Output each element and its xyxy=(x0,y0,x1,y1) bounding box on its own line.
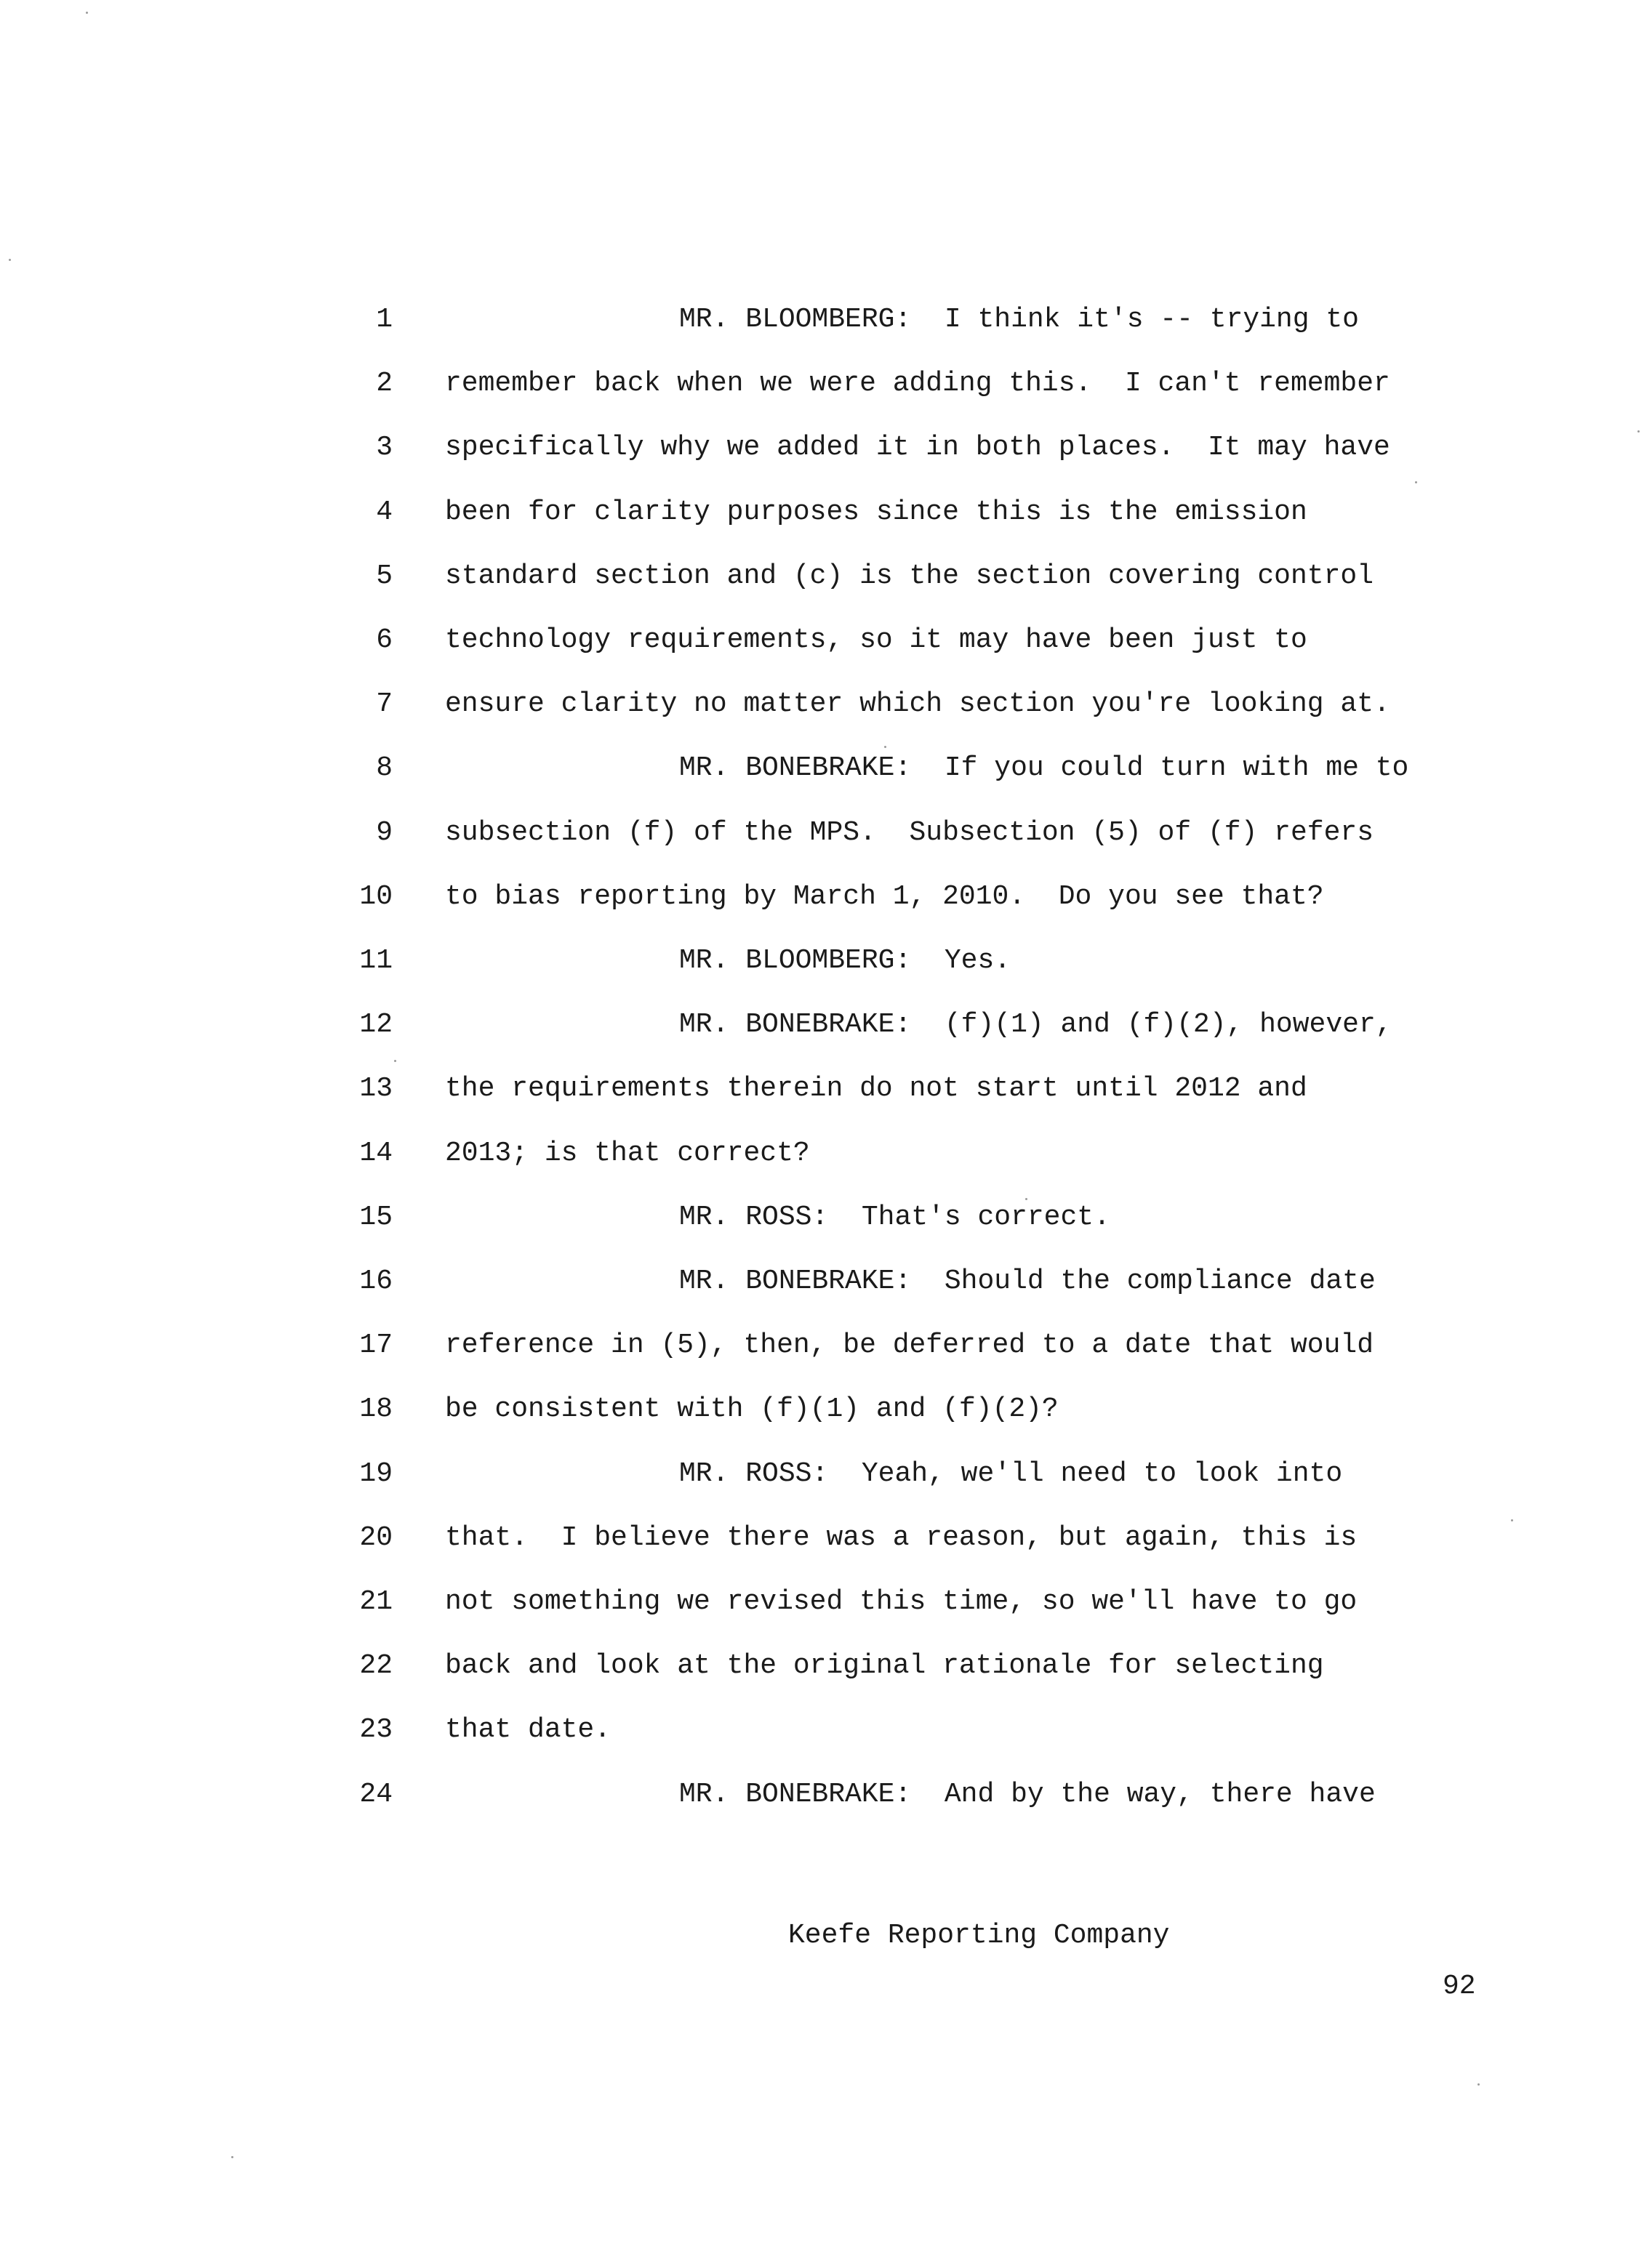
transcript-line xyxy=(0,1634,1652,1698)
line-number: 13 xyxy=(359,1073,393,1104)
line-text: MR. BONEBRAKE: And by the way, there have xyxy=(679,1779,1376,1810)
transcript-line xyxy=(0,1442,1652,1506)
transcript-line xyxy=(0,1570,1652,1634)
line-number: 17 xyxy=(359,1330,393,1361)
line-text: specifically why we added it in both places. It may have xyxy=(445,432,1390,463)
line-text: MR. BLOOMBERG: I think it's -- trying to xyxy=(679,304,1359,335)
transcript-line xyxy=(0,480,1652,544)
scan-speck xyxy=(394,1060,396,1062)
transcript-line xyxy=(0,1506,1652,1570)
transcript-line xyxy=(0,544,1652,608)
line-text: to bias reporting by March 1, 2010. Do you see that? xyxy=(445,881,1324,912)
line-number: 12 xyxy=(359,1009,393,1040)
line-number: 9 xyxy=(376,817,393,848)
line-text: MR. BONEBRAKE: If you could turn with me to xyxy=(679,752,1409,784)
reporting-company-name: Keefe Reporting Company xyxy=(788,1920,1170,1951)
line-number: 24 xyxy=(359,1779,393,1810)
line-number: 16 xyxy=(359,1266,393,1297)
line-text: back and look at the original rationale for selecting xyxy=(445,1650,1324,1681)
line-number: 14 xyxy=(359,1138,393,1169)
transcript-line xyxy=(0,1314,1652,1378)
scan-speck xyxy=(1637,430,1640,433)
line-number: 18 xyxy=(359,1394,393,1425)
transcript-line xyxy=(0,929,1652,993)
transcript-line xyxy=(0,1186,1652,1250)
line-number: 7 xyxy=(376,688,393,720)
transcript-line xyxy=(0,1057,1652,1121)
line-text: 2013; is that correct? xyxy=(445,1138,810,1169)
line-number: 20 xyxy=(359,1522,393,1553)
page-footer xyxy=(0,1859,1652,2002)
line-text: reference in (5), then, be deferred to a date that would xyxy=(445,1330,1374,1361)
line-number: 5 xyxy=(376,560,393,592)
transcript-line xyxy=(0,993,1652,1057)
scan-speck xyxy=(231,2156,233,2158)
line-text: MR. BONEBRAKE: Should the compliance date xyxy=(679,1266,1376,1297)
line-number: 10 xyxy=(359,881,393,912)
line-text: standard section and (c) is the section covering control xyxy=(445,560,1374,592)
scan-speck xyxy=(9,259,11,261)
line-number: 22 xyxy=(359,1650,393,1681)
line-text: be consistent with (f)(1) and (f)(2)? xyxy=(445,1394,1059,1425)
scan-speck xyxy=(1511,1519,1513,1521)
line-text: MR. BONEBRAKE: (f)(1) and (f)(2), however, xyxy=(679,1009,1392,1040)
transcript-line xyxy=(0,288,1652,352)
line-text: MR. ROSS: Yeah, we'll need to look into xyxy=(679,1458,1343,1489)
scan-speck xyxy=(884,746,886,748)
line-number: 4 xyxy=(376,496,393,528)
line-text: remember back when we were adding this. I can't remember xyxy=(445,368,1390,399)
line-number: 3 xyxy=(376,432,393,463)
transcript-line xyxy=(0,1763,1652,1827)
line-text: the requirements therein do not start until 2012 and xyxy=(445,1073,1307,1104)
line-number: 15 xyxy=(359,1202,393,1233)
scan-speck xyxy=(86,12,88,14)
line-text: MR. BLOOMBERG: Yes. xyxy=(679,945,1011,976)
transcript-line xyxy=(0,608,1652,672)
scan-speck xyxy=(1415,481,1417,483)
page-number: 92 xyxy=(1443,1971,1476,2002)
line-number: 8 xyxy=(376,752,393,784)
line-number: 11 xyxy=(359,945,393,976)
transcript-line xyxy=(0,736,1652,800)
line-text: subsection (f) of the MPS. Subsection (5) of (f) refers xyxy=(445,817,1374,848)
transcript-line xyxy=(0,416,1652,480)
line-text: that. I believe there was a reason, but again, this is xyxy=(445,1522,1358,1553)
line-text: ensure clarity no matter which section you're looking at. xyxy=(445,688,1390,720)
scan-speck xyxy=(1025,1198,1027,1200)
line-number: 6 xyxy=(376,624,393,656)
line-text: not something we revised this time, so we'll have to go xyxy=(445,1586,1358,1617)
transcript-line xyxy=(0,1378,1652,1441)
scan-speck xyxy=(1477,2083,1480,2086)
line-number: 2 xyxy=(376,368,393,399)
line-number: 23 xyxy=(359,1714,393,1745)
transcript-line xyxy=(0,1250,1652,1314)
line-number: 1 xyxy=(376,304,393,335)
transcript-line xyxy=(0,865,1652,929)
transcript-line xyxy=(0,352,1652,416)
line-text: been for clarity purposes since this is the emission xyxy=(445,496,1307,528)
transcript-line xyxy=(0,1698,1652,1762)
line-text: technology requirements, so it may have been just to xyxy=(445,624,1307,656)
transcript-line xyxy=(0,672,1652,736)
line-number: 19 xyxy=(359,1458,393,1489)
line-number: 21 xyxy=(359,1586,393,1617)
line-text: that date. xyxy=(445,1714,612,1745)
transcript-line xyxy=(0,1122,1652,1186)
line-text: MR. ROSS: That's correct. xyxy=(679,1202,1110,1233)
transcript-line xyxy=(0,801,1652,865)
